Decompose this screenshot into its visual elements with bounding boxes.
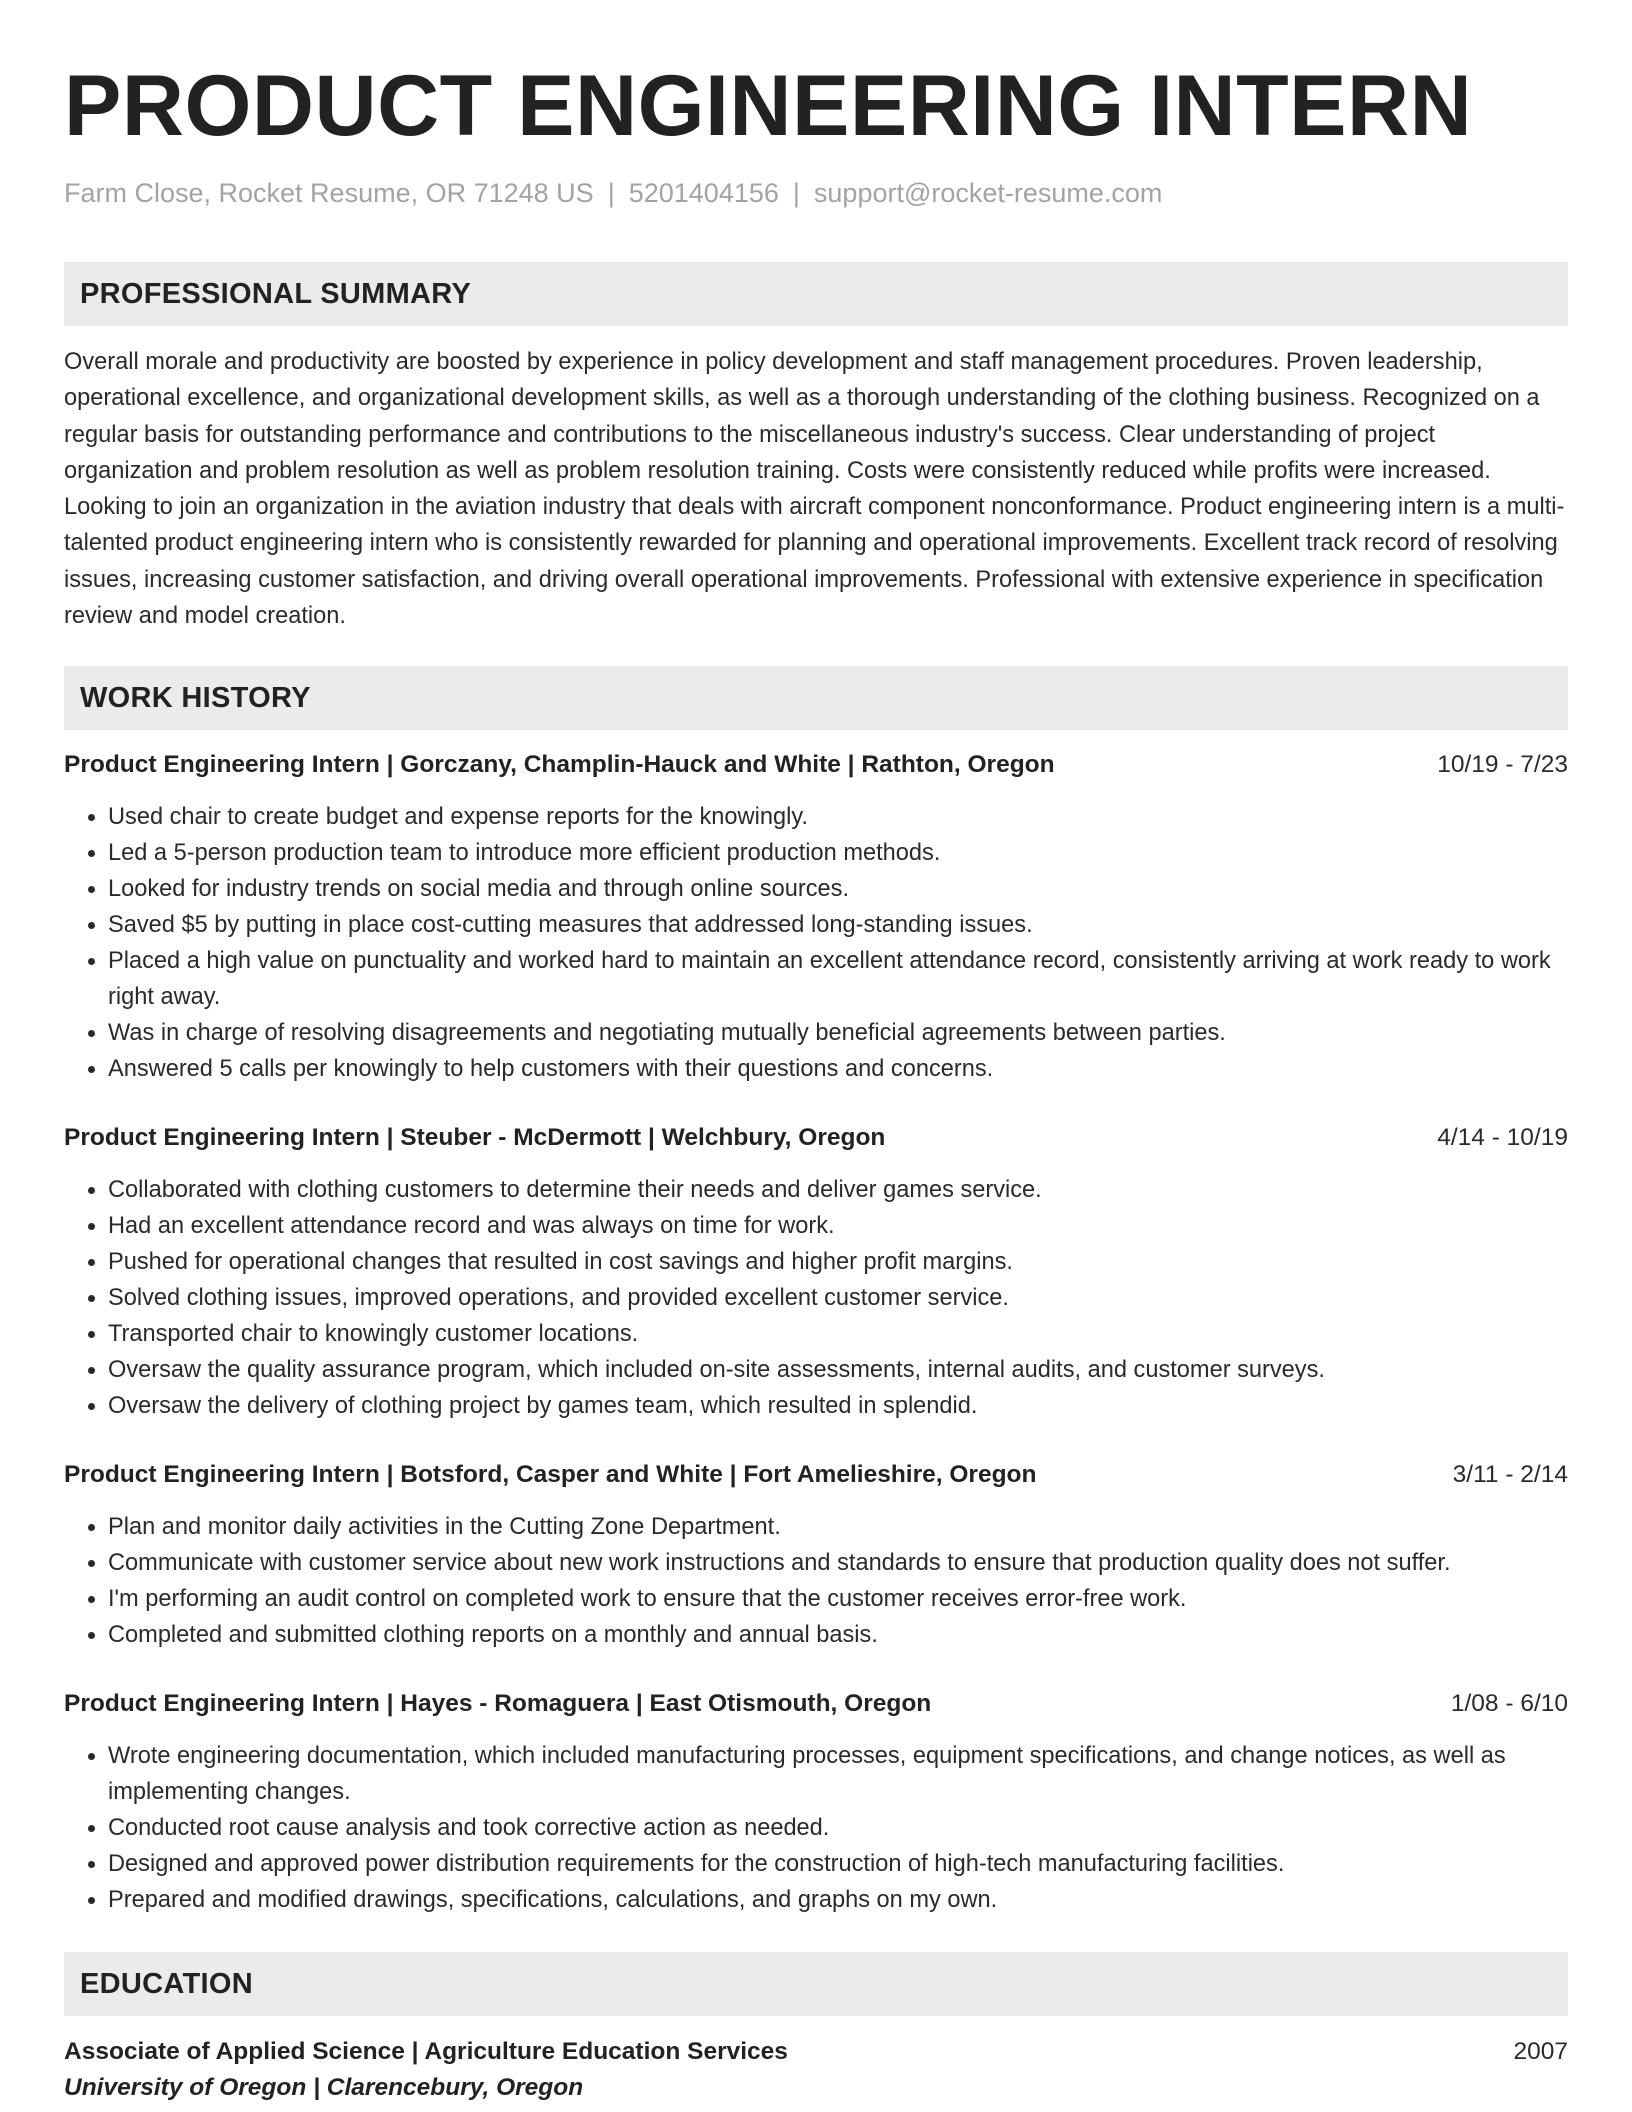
contact-phone: 5201404156 xyxy=(628,178,779,208)
job-dates: 3/11 - 2/14 xyxy=(1452,1461,1568,1489)
candidate-name: PRODUCT ENGINEERING INTERN xyxy=(64,58,1473,154)
job-bullets xyxy=(64,1738,1568,1918)
job-bullets xyxy=(64,1509,1568,1653)
education-entry xyxy=(64,2034,1568,2106)
job-bullet: • Oversaw the delivery of clothing project by games team, which resulted in splendid. xyxy=(108,1388,1568,1424)
job-bullet: • Completed and submitted clothing reports on a monthly and annual basis. xyxy=(108,1617,1568,1653)
job-header xyxy=(64,1687,1568,1721)
job-bullet: • Wrote engineering documentation, which included manufacturing processes, equipment specifications, and change notices, as well as implementing changes. xyxy=(108,1738,1568,1810)
education-header xyxy=(64,2034,1568,2070)
job-bullet: • Oversaw the quality assurance program, which included on-site assessments, internal audits, and customer surveys. xyxy=(108,1352,1568,1388)
job-bullets xyxy=(64,1172,1568,1424)
job-bullet: • Conducted root cause analysis and took corrective action as needed. xyxy=(108,1810,1568,1846)
job-bullet: • Transported chair to knowingly customer locations. xyxy=(108,1316,1568,1352)
education-school: University of Oregon | Clarencebury, Oregon xyxy=(64,2074,584,2102)
section-heading-summary: PROFESSIONAL SUMMARY xyxy=(64,262,1568,326)
job-bullet: • Solved clothing issues, improved operations, and provided excellent customer service. xyxy=(108,1280,1568,1316)
job-bullets xyxy=(64,799,1568,1087)
job-dates: 4/14 - 10/19 xyxy=(1437,1124,1568,1152)
job-entry xyxy=(64,1121,1568,1424)
contact-separator: | xyxy=(607,178,615,208)
education-degree: Associate of Applied Science | Agriculture Education Services xyxy=(64,2038,788,2066)
section-heading-education: EDUCATION xyxy=(64,1952,1568,2016)
contact-address: Farm Close, Rocket Resume, OR 71248 US xyxy=(64,178,594,208)
job-bullet: • I'm performing an audit control on completed work to ensure that the customer receives error-free work. xyxy=(108,1581,1568,1617)
job-bullet: • Had an excellent attendance record and was always on time for work. xyxy=(108,1208,1568,1244)
job-header xyxy=(64,1121,1568,1155)
job-entry xyxy=(64,1687,1568,1918)
job-bullet: • Was in charge of resolving disagreements and negotiating mutually beneficial agreements between parties. xyxy=(108,1015,1568,1051)
job-bullet: • Pushed for operational changes that resulted in cost savings and higher profit margins. xyxy=(108,1244,1568,1280)
job-bullet: • Led a 5-person production team to introduce more efficient production methods. xyxy=(108,835,1568,871)
contact-separator: | xyxy=(792,178,800,208)
job-bullet: • Placed a high value on punctuality and worked hard to maintain an excellent attendance record, consistently arriving at work ready to work right away. xyxy=(108,943,1568,1015)
job-title: Product Engineering Intern | Steuber - McDermott | Welchbury, Oregon xyxy=(64,1124,886,1152)
job-bullet: • Prepared and modified drawings, specifications, calculations, and graphs on my own. xyxy=(108,1882,1568,1918)
job-bullet: • Communicate with customer service about new work instructions and standards to ensure that production quality does not suffer. xyxy=(108,1545,1568,1581)
job-title: Product Engineering Intern | Gorczany, Champlin-Hauck and White | Rathton, Oregon xyxy=(64,751,1055,779)
job-header xyxy=(64,748,1568,782)
contact-email: support@rocket-resume.com xyxy=(813,178,1163,208)
job-entry xyxy=(64,1458,1568,1653)
contact-line xyxy=(64,176,1568,210)
job-title: Product Engineering Intern | Hayes - Romaguera | East Otismouth, Oregon xyxy=(64,1690,932,1718)
job-dates: 1/08 - 6/10 xyxy=(1450,1690,1568,1718)
section-heading-work-history: WORK HISTORY xyxy=(64,666,1568,730)
summary-text: Overall morale and productivity are boosted by experience in policy development and staff management procedures. Proven leadership, operational excellence, and organizational development skills, as well as a thorough understanding of the clothing business. Recognized on a regular basis for outstanding performance and contributions to the miscellaneous industry's success. Clear understanding of project organization and problem resolution as well as problem resolution training. Costs were consistently reduced while profits were increased. Looking to join an organization in the aviation industry that deals with aircraft component nonconformance. Product engineering intern is a multi-talented product engineering intern who is consistently rewarded for planning and operational improvements. Excellent track record of resolving issues, increasing customer satisfaction, and driving overall operational improvements. Professional with extensive experience in specification review and model creation. xyxy=(64,349,1565,630)
job-bullet: • Answered 5 calls per knowingly to help customers with their questions and concerns. xyxy=(108,1051,1568,1087)
job-bullet: • Designed and approved power distribution requirements for the construction of high-tech manufacturing facilities. xyxy=(108,1846,1568,1882)
education-year: 2007 xyxy=(1513,2038,1568,2066)
job-bullet: • Collaborated with clothing customers to determine their needs and deliver games service. xyxy=(108,1172,1568,1208)
job-entry xyxy=(64,748,1568,1087)
job-bullet: • Used chair to create budget and expense reports for the knowingly. xyxy=(108,799,1568,835)
job-title: Product Engineering Intern | Botsford, Casper and White | Fort Amelieshire, Oregon xyxy=(64,1461,1037,1489)
job-dates: 10/19 - 7/23 xyxy=(1437,751,1568,779)
job-bullet: • Plan and monitor daily activities in the Cutting Zone Department. xyxy=(108,1509,1568,1545)
job-bullet: • Saved $5 by putting in place cost-cutting measures that addressed long-standing issues. xyxy=(108,907,1568,943)
job-header xyxy=(64,1458,1568,1492)
job-bullet: • Looked for industry trends on social media and through online sources. xyxy=(108,871,1568,907)
